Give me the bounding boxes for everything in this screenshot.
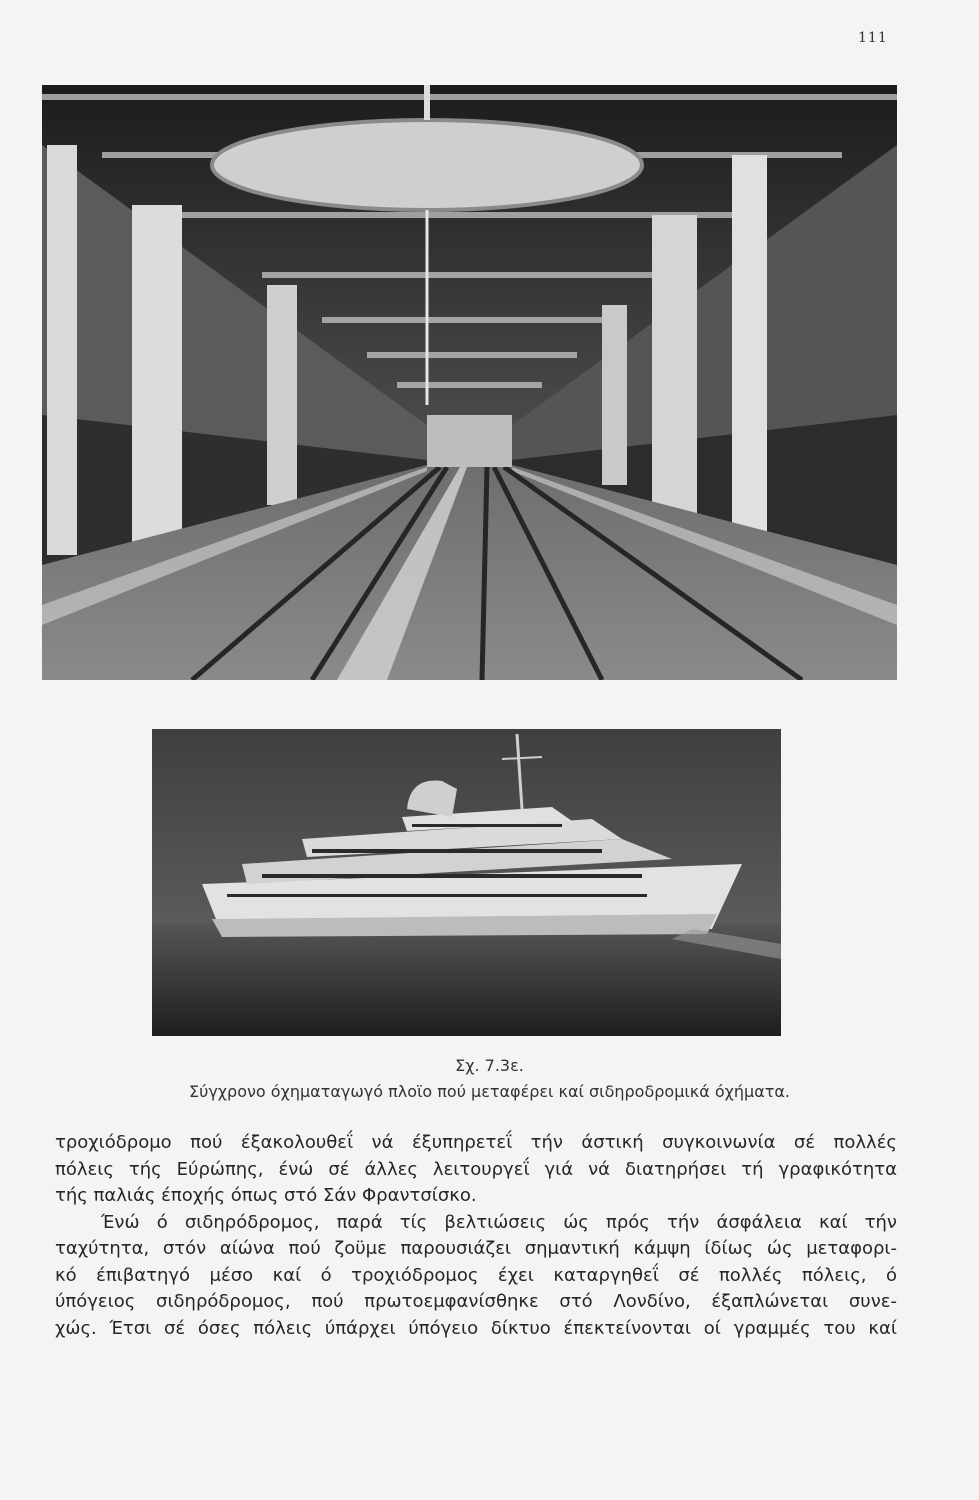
figure-caption: Σύγχρονο όχηματαγωγό πλοϊο πού μεταφέρει καί σιδηροδρομικά όχήματα. — [188, 1082, 791, 1101]
ferry-ship-photo — [152, 729, 781, 1036]
text-line: ύπόγειος σιδηρόδρομος, πού πρωτοεμφανίσθηκε στό Λονδίνο, έξαπλώνεται συνε- — [55, 1291, 897, 1312]
text-line: τροχιόδρομο πού έξακολουθεΐ νά έξυπηρετεΐ τήν άστική συγκοινωνία σέ πολλές — [55, 1132, 897, 1153]
body-paragraph — [55, 1130, 897, 1342]
figure-number: Σχ. 7.3ε. — [455, 1056, 524, 1075]
text-line: κό έπιβατηγό μέσο καί ό τροχιόδρομος έχει καταργηθεΐ σέ πολλές πόλεις, ό — [55, 1264, 897, 1286]
text-line: τής παλιάς έποχής όπως στό Σάν Φραντσίσκο. — [55, 1185, 477, 1206]
text-line: πόλεις τής Εύρώπης, ένώ σέ άλλες λειτουργεΐ γιά νά διατηρήσει τή γραφικότητα — [55, 1158, 897, 1180]
text-line: χώς. Έτσι σέ όσες πόλεις ύπάρχει ύπόγειο δίκτυο έπεκτείνονται οί γραμμές του καί — [55, 1317, 897, 1339]
text-line: ταχύτητα, στόν αίώνα πού ζοϋμε παρουσιάζει σημαντική κάμψη ίδίως ώς μεταφορι- — [55, 1238, 897, 1259]
railway-car-deck-photo — [42, 85, 897, 680]
text-line: Ένώ ό σιδηρόδρομος, παρά τίς βελτιώσεις ώς πρός τήν άσφάλεια καί τήν — [101, 1211, 897, 1233]
page-number: 111 — [858, 30, 888, 46]
